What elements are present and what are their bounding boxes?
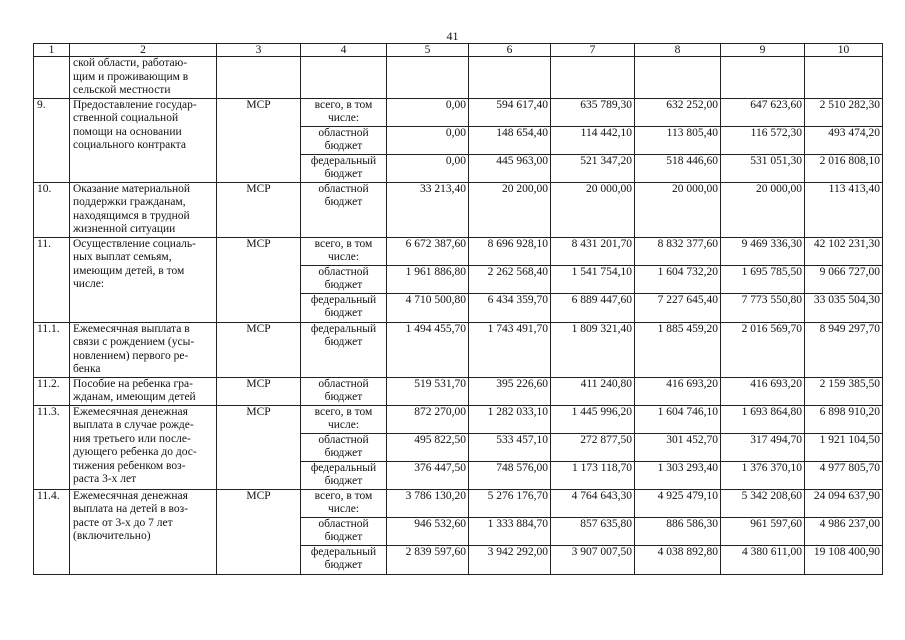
amount-cell: 317 494,70 xyxy=(721,433,805,461)
funding-source-cell: федеральный бюджет xyxy=(301,461,387,489)
column-number-cell: 4 xyxy=(301,44,387,57)
item-description-cell: Пособие на ребенка гра- жданам, имеющим детей xyxy=(70,377,217,405)
amount-cell: 2 016 808,10 xyxy=(805,154,883,182)
table-row xyxy=(34,57,883,99)
amount-cell: 4 764 643,30 xyxy=(551,489,635,517)
table-row xyxy=(34,182,883,237)
amount-cell: 301 452,70 xyxy=(635,433,721,461)
column-number-cell: 9 xyxy=(721,44,805,57)
funding-source-cell: федеральный бюджет xyxy=(301,322,387,377)
amount-cell: 2 839 597,60 xyxy=(387,545,469,574)
executor-cell: МСР xyxy=(217,405,301,489)
amount-cell: 20 000,00 xyxy=(721,182,805,237)
table-row xyxy=(34,98,883,126)
funding-source-cell: областной бюджет xyxy=(301,433,387,461)
amount-cell: 8 949 297,70 xyxy=(805,322,883,377)
amount-cell: 4 986 237,00 xyxy=(805,517,883,545)
item-description-cell: Оказание материальной поддержки гражданам, находящимся в трудной жизненной ситуации xyxy=(70,182,217,237)
column-number-cell: 7 xyxy=(551,44,635,57)
amount-cell: 0,00 xyxy=(387,98,469,126)
executor-cell xyxy=(217,57,301,99)
amount-cell: 946 532,60 xyxy=(387,517,469,545)
amount-cell: 2 262 568,40 xyxy=(469,265,551,293)
amount-cell: 3 786 130,20 xyxy=(387,489,469,517)
page-number: 41 xyxy=(446,29,459,43)
amount-cell: 416 693,20 xyxy=(635,377,721,405)
amount-cell: 531 051,30 xyxy=(721,154,805,182)
amount-cell: 9 066 727,00 xyxy=(805,265,883,293)
amount-cell: 4 038 892,80 xyxy=(635,545,721,574)
amount-cell: 594 617,40 xyxy=(469,98,551,126)
item-description-cell: Ежемесячная выплата в связи с рождением (усы- новлением) первого ре- бенка xyxy=(70,322,217,377)
amount-cell: 872 270,00 xyxy=(387,405,469,433)
amount-cell: 4 977 805,70 xyxy=(805,461,883,489)
amount-cell: 0,00 xyxy=(387,126,469,154)
item-description-cell: Предоставление государ- ственной социальной помощи на основании социального контракта xyxy=(70,98,217,182)
amount-cell: 3 907 007,50 xyxy=(551,545,635,574)
item-description-cell: Ежемесячная денежная выплата в случае рожде- ния третьего или после- дующего ребенка до дос- тижения ребенком воз- раста 3-х лет xyxy=(70,405,217,489)
amount-cell: 33 035 504,30 xyxy=(805,293,883,322)
amount-cell: 6 434 359,70 xyxy=(469,293,551,322)
amount-cell: 1 494 455,70 xyxy=(387,322,469,377)
amount-cell: 376 447,50 xyxy=(387,461,469,489)
amount-cell: 1 921 104,50 xyxy=(805,433,883,461)
amount-cell: 635 789,30 xyxy=(551,98,635,126)
amount-cell: 6 889 447,60 xyxy=(551,293,635,322)
amount-cell: 1 961 886,80 xyxy=(387,265,469,293)
amount-cell: 2 016 569,70 xyxy=(721,322,805,377)
amount-cell: 5 342 208,60 xyxy=(721,489,805,517)
amount-cell: 9 469 336,30 xyxy=(721,237,805,265)
funding-source-cell: областной бюджет xyxy=(301,517,387,545)
amount-cell: 519 531,70 xyxy=(387,377,469,405)
amount-cell: 6 898 910,20 xyxy=(805,405,883,433)
amount-cell: 1 376 370,10 xyxy=(721,461,805,489)
item-number-cell: 11. xyxy=(34,237,70,322)
amount-cell: 113 805,40 xyxy=(635,126,721,154)
column-number-row xyxy=(34,44,883,57)
column-number-cell: 3 xyxy=(217,44,301,57)
funding-source-cell: федеральный бюджет xyxy=(301,293,387,322)
executor-cell: МСР xyxy=(217,489,301,574)
amount-cell: 4 380 611,00 xyxy=(721,545,805,574)
item-number-cell: 11.4. xyxy=(34,489,70,574)
amount-cell xyxy=(635,57,721,99)
amount-cell: 2 510 282,30 xyxy=(805,98,883,126)
amount-cell: 5 276 176,70 xyxy=(469,489,551,517)
item-number-cell: 10. xyxy=(34,182,70,237)
funding-source-cell: областной бюджет xyxy=(301,126,387,154)
amount-cell: 521 347,20 xyxy=(551,154,635,182)
item-description-cell: Осуществление социаль- ных выплат семьям, имеющим детей, в том числе: xyxy=(70,237,217,322)
executor-cell: МСР xyxy=(217,237,301,322)
amount-cell: 7 227 645,40 xyxy=(635,293,721,322)
amount-cell: 1 282 033,10 xyxy=(469,405,551,433)
amount-cell: 272 877,50 xyxy=(551,433,635,461)
table-row xyxy=(34,322,883,377)
amount-cell: 748 576,00 xyxy=(469,461,551,489)
amount-cell: 1 604 732,20 xyxy=(635,265,721,293)
funding-source-cell: областной бюджет xyxy=(301,182,387,237)
amount-cell: 1 173 118,70 xyxy=(551,461,635,489)
item-number-cell: 11.3. xyxy=(34,405,70,489)
amount-cell: 1 743 491,70 xyxy=(469,322,551,377)
amount-cell: 1 303 293,40 xyxy=(635,461,721,489)
table-row xyxy=(34,405,883,433)
item-number-cell: 9. xyxy=(34,98,70,182)
amount-cell xyxy=(387,57,469,99)
funding-source-cell: всего, в том числе: xyxy=(301,405,387,433)
amount-cell: 411 240,80 xyxy=(551,377,635,405)
funding-source-cell: всего, в том числе: xyxy=(301,98,387,126)
amount-cell: 445 963,00 xyxy=(469,154,551,182)
executor-cell: МСР xyxy=(217,182,301,237)
funding-source-cell: областной бюджет xyxy=(301,265,387,293)
executor-cell: МСР xyxy=(217,377,301,405)
amount-cell: 1 333 884,70 xyxy=(469,517,551,545)
item-number-cell: 11.1. xyxy=(34,322,70,377)
amount-cell: 8 832 377,60 xyxy=(635,237,721,265)
column-number-cell: 2 xyxy=(70,44,217,57)
amount-cell: 0,00 xyxy=(387,154,469,182)
amount-cell: 2 159 385,50 xyxy=(805,377,883,405)
amount-cell xyxy=(721,57,805,99)
amount-cell xyxy=(805,57,883,99)
amount-cell: 4 710 500,80 xyxy=(387,293,469,322)
column-number-cell: 5 xyxy=(387,44,469,57)
amount-cell: 24 094 637,90 xyxy=(805,489,883,517)
amount-cell xyxy=(469,57,551,99)
amount-cell: 114 442,10 xyxy=(551,126,635,154)
amount-cell: 7 773 550,80 xyxy=(721,293,805,322)
funding-source-cell: федеральный бюджет xyxy=(301,154,387,182)
amount-cell: 857 635,80 xyxy=(551,517,635,545)
amount-cell: 8 431 201,70 xyxy=(551,237,635,265)
amount-cell: 1 695 785,50 xyxy=(721,265,805,293)
funding-source-cell xyxy=(301,57,387,99)
column-number-cell: 6 xyxy=(469,44,551,57)
amount-cell: 33 213,40 xyxy=(387,182,469,237)
amount-cell: 886 586,30 xyxy=(635,517,721,545)
amount-cell: 19 108 400,90 xyxy=(805,545,883,574)
amount-cell: 116 572,30 xyxy=(721,126,805,154)
column-number-cell: 10 xyxy=(805,44,883,57)
amount-cell: 1 541 754,10 xyxy=(551,265,635,293)
executor-cell: МСР xyxy=(217,322,301,377)
column-number-cell: 1 xyxy=(34,44,70,57)
item-number-cell xyxy=(34,57,70,99)
amount-cell: 395 226,60 xyxy=(469,377,551,405)
amount-cell: 8 696 928,10 xyxy=(469,237,551,265)
amount-cell: 533 457,10 xyxy=(469,433,551,461)
funding-source-cell: всего, в том числе: xyxy=(301,489,387,517)
amount-cell: 42 102 231,30 xyxy=(805,237,883,265)
amount-cell: 632 252,00 xyxy=(635,98,721,126)
amount-cell: 20 200,00 xyxy=(469,182,551,237)
item-description-cell: Ежемесячная денежная выплата на детей в воз- расте от 3-х до 7 лет (включительно) xyxy=(70,489,217,574)
amount-cell: 20 000,00 xyxy=(635,182,721,237)
amount-cell: 493 474,20 xyxy=(805,126,883,154)
amount-cell: 3 942 292,00 xyxy=(469,545,551,574)
table-row xyxy=(34,489,883,517)
amount-cell xyxy=(551,57,635,99)
table-row xyxy=(34,377,883,405)
executor-cell: МСР xyxy=(217,98,301,182)
funding-source-cell: областной бюджет xyxy=(301,377,387,405)
amount-cell: 647 623,60 xyxy=(721,98,805,126)
amount-cell: 1 885 459,20 xyxy=(635,322,721,377)
amount-cell: 1 809 321,40 xyxy=(551,322,635,377)
amount-cell: 6 672 387,60 xyxy=(387,237,469,265)
amount-cell: 1 604 746,10 xyxy=(635,405,721,433)
amount-cell: 4 925 479,10 xyxy=(635,489,721,517)
amount-cell: 1 445 996,20 xyxy=(551,405,635,433)
amount-cell: 1 693 864,80 xyxy=(721,405,805,433)
amount-cell: 518 446,60 xyxy=(635,154,721,182)
amount-cell: 113 413,40 xyxy=(805,182,883,237)
item-description-cell: ской области, работаю- щим и проживающим в сельской местности xyxy=(70,57,217,99)
amount-cell: 495 822,50 xyxy=(387,433,469,461)
item-number-cell: 11.2. xyxy=(34,377,70,405)
funding-source-cell: всего, в том числе: xyxy=(301,237,387,265)
funding-source-cell: федеральный бюджет xyxy=(301,545,387,574)
budget-table xyxy=(33,43,883,575)
table-row xyxy=(34,237,883,265)
column-number-cell: 8 xyxy=(635,44,721,57)
amount-cell: 20 000,00 xyxy=(551,182,635,237)
amount-cell: 961 597,60 xyxy=(721,517,805,545)
amount-cell: 148 654,40 xyxy=(469,126,551,154)
amount-cell: 416 693,20 xyxy=(721,377,805,405)
